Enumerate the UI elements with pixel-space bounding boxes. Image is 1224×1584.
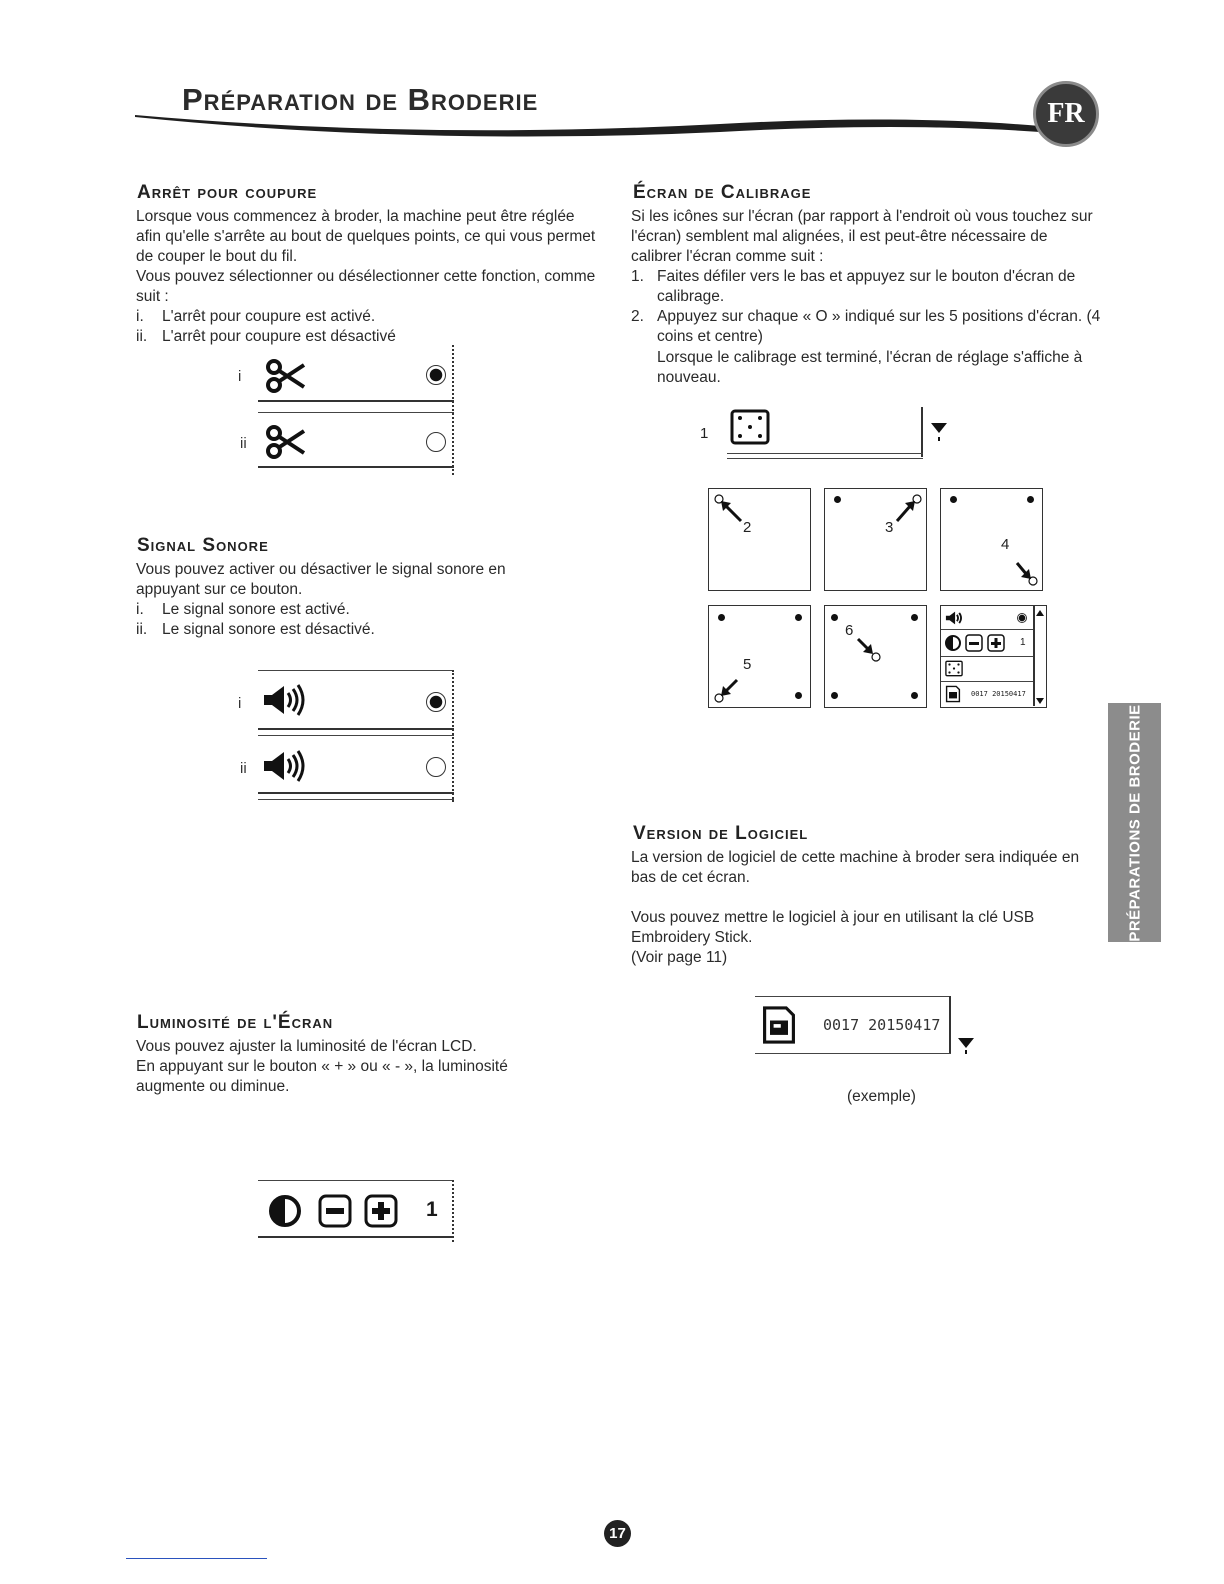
divider [921, 407, 923, 457]
panel-scroll-edge [452, 1180, 454, 1242]
version-paragraph3: (Voir page 11) [631, 949, 728, 966]
signal-item-1-text: Le signal sonore est activé. [162, 601, 350, 618]
calibration-number: 6 [845, 622, 854, 639]
machine-icon [761, 1006, 797, 1044]
panel-scroll-edge [452, 345, 454, 475]
calibration-screen-2 [708, 488, 811, 591]
arret-radio-off[interactable] [426, 432, 446, 452]
calibrage-step-2-num: 2. [631, 308, 644, 325]
luminosite-line2: En appuyant sur le bouton « + » ou « - », la luminosité augmente ou diminue. [136, 1058, 508, 1096]
version-paragraph1: La version de logiciel de cette machine à broder sera indiquée en bas de cet écran. [631, 849, 1080, 887]
brightness-minus-button[interactable] [318, 1194, 352, 1228]
row-divider [755, 996, 951, 997]
speaker-icon[interactable] [262, 750, 310, 782]
signal-title: Signal Sonore [137, 535, 269, 556]
brightness-value: 1 [426, 1198, 438, 1221]
speaker-icon [945, 610, 967, 626]
calibration-arrow-icon [825, 489, 928, 592]
scissors-icon[interactable] [266, 359, 306, 393]
scissors-icon[interactable] [266, 425, 306, 459]
signal-row-label-i: i [238, 695, 242, 712]
brightness-panel [258, 1180, 456, 1242]
mini-calibration-icon [945, 660, 963, 677]
side-tab-label: PRÉPARATIONS DE BRODERIE [1126, 703, 1143, 942]
signal-item-1-num: i. [136, 601, 144, 618]
row-divider [258, 728, 454, 730]
calibration-screen-3 [824, 488, 927, 591]
calibration-screen-6 [824, 605, 927, 708]
mini-brightness-controls [944, 634, 1010, 652]
calibrage-step-1-text: Faites défiler vers le bas et appuyez sur le bouton d'écran de calibrage. [657, 268, 1076, 306]
calibrage-step-2-text: Appuyez sur chaque « O » indiqué sur les 5 positions d'écran. (4 coins et centre) [657, 308, 1101, 346]
signal-radio-on[interactable] [426, 692, 446, 712]
section-side-tab [1108, 703, 1161, 942]
calibration-number: 5 [743, 656, 752, 673]
signal-row-label-ii: ii [240, 760, 247, 777]
mini-machine-icon [945, 685, 961, 703]
calibration-number: 4 [1001, 536, 1010, 553]
signal-item-2 [136, 620, 375, 640]
row-divider [258, 799, 454, 800]
row-divider [258, 466, 454, 468]
arret-paragraph2: Vous pouvez sélectionner ou désélectionner cette fonction, comme suit : [136, 268, 596, 306]
settings-screen-preview [940, 605, 1047, 708]
luminosite-line1: Vous pouvez ajuster la luminosité de l'écran LCD. [136, 1038, 477, 1055]
row-divider [258, 1180, 454, 1181]
calibration-arrow-icon [709, 489, 812, 592]
footer-link-line [126, 1558, 267, 1559]
divider [949, 996, 951, 1054]
row-divider [258, 670, 454, 671]
arret-title: Arrêt pour coupure [137, 182, 318, 203]
version-text: 0017 20150417 [823, 1016, 941, 1034]
mini-brightness-value: 1 [1020, 637, 1026, 648]
language-badge: FR [1033, 81, 1099, 147]
calibration-number: 3 [885, 519, 894, 536]
row-divider [258, 400, 454, 402]
row-divider [258, 735, 454, 736]
calibrage-step-1-num: 1. [631, 268, 644, 285]
scroll-down-icon[interactable] [957, 1036, 975, 1058]
signal-item-2-num: ii. [136, 621, 148, 638]
row-divider [755, 1053, 951, 1054]
calibration-button[interactable] [730, 409, 770, 445]
signal-radio-off[interactable] [426, 757, 446, 777]
version-paragraph2: Vous pouvez mettre le logiciel à jour en utilisant la clé USB Embroidery Stick. [631, 909, 1035, 947]
row-divider [727, 458, 923, 459]
brightness-plus-button[interactable] [364, 1194, 398, 1228]
mini-version-text: 0017 20150417 [971, 690, 1026, 698]
calibration-step-label: 1 [700, 425, 709, 442]
calibration-arrow-icon [825, 606, 928, 709]
calibration-button-row [700, 405, 960, 465]
calibration-screen-5 [708, 605, 811, 708]
calibrage-paragraph: Si les icônes sur l'écran (par rapport à l'endroit où vous touchez sur l'écran) semblent mal alignées, il est peut-être nécessaire de calibrer l'écran comme suit : [631, 208, 1093, 266]
row-divider [258, 412, 454, 413]
brightness-icon [268, 1194, 302, 1228]
arret-item-1 [136, 307, 375, 327]
mini-radio-on [1017, 613, 1027, 623]
version-display [755, 996, 985, 1058]
calibration-number: 2 [743, 519, 752, 536]
speaker-icon[interactable] [262, 684, 310, 716]
signal-rows-panel [238, 670, 456, 802]
arret-item-1-text: L'arrêt pour coupure est activé. [162, 308, 376, 325]
version-title: Version de Logiciel [633, 823, 809, 844]
row-divider [941, 629, 1033, 630]
row-divider [258, 792, 454, 794]
calibrage-after: Lorsque le calibrage est terminé, l'écran de réglage s'affiche à nouveau. [657, 349, 1083, 387]
signal-item-2-text: Le signal sonore est désactivé. [162, 621, 375, 638]
calibration-arrow-icon [709, 606, 812, 709]
arret-item-2-num: ii. [136, 328, 148, 345]
panel-scroll-edge [452, 670, 454, 802]
mini-scrollbar[interactable] [1034, 608, 1046, 706]
calibrage-step-2 [631, 307, 1106, 347]
calibrage-step-1 [631, 267, 1101, 307]
row-divider [941, 681, 1033, 682]
arret-radio-on[interactable] [426, 365, 446, 385]
version-caption: (exemple) [847, 1088, 916, 1105]
page-number: 17 [604, 1520, 631, 1547]
arret-row-label-i: i [238, 368, 242, 385]
calibration-arrow-icon [941, 489, 1044, 592]
signal-item-1 [136, 600, 350, 620]
arret-item-1-num: i. [136, 308, 144, 325]
scroll-down-icon[interactable] [930, 421, 948, 443]
calibrage-title: Écran de Calibrage [633, 182, 812, 203]
row-divider [727, 453, 923, 454]
page-title: Préparation de Broderie [182, 82, 539, 117]
calibration-screen-4 [940, 488, 1043, 591]
arret-paragraph1: Lorsque vous commencez à broder, la machine peut être réglée afin qu'elle s'arrête au bout de quelques points, ce qui vous permet de couper le bout du fil. [136, 208, 596, 266]
arret-row-label-ii: ii [240, 435, 247, 452]
row-divider [258, 1236, 454, 1238]
luminosite-title: Luminosité de l'Écran [137, 1012, 334, 1033]
arret-rows-panel [238, 345, 456, 475]
signal-paragraph: Vous pouvez activer ou désactiver le signal sonore en appuyant sur ce bouton. [136, 561, 506, 599]
row-divider [941, 656, 1033, 657]
arret-item-2-text: L'arrêt pour coupure est désactivé [162, 328, 396, 345]
